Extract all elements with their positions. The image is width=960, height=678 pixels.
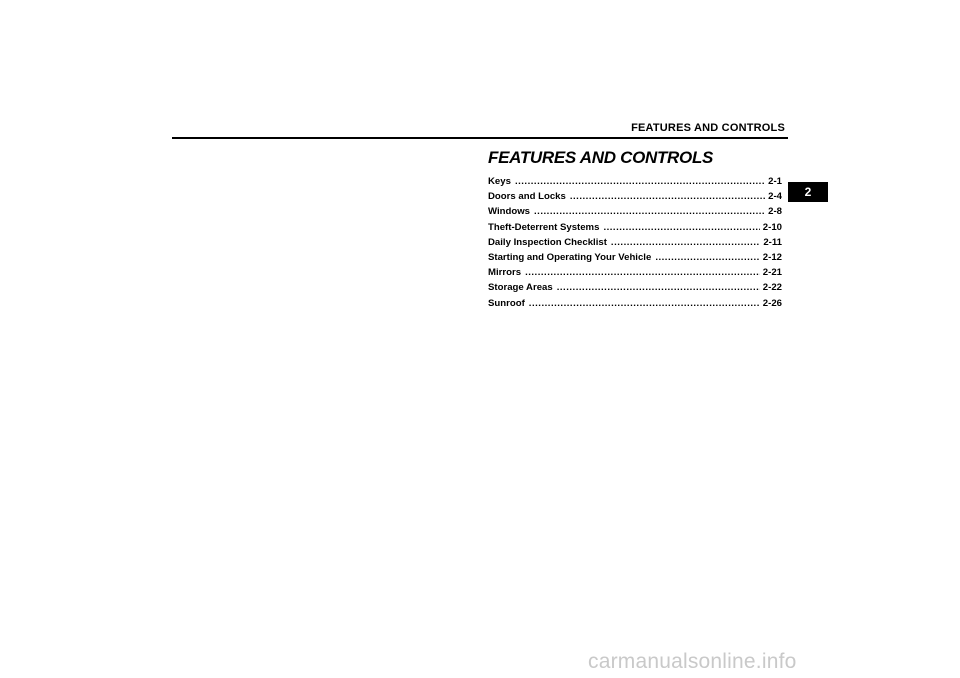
toc-dot-leader <box>529 298 760 309</box>
toc-entry-starting-and-operating[interactable] <box>488 252 782 267</box>
toc-entry-page: 2-10 <box>762 221 782 233</box>
toc-entry-label: Theft-Deterrent Systems <box>488 221 600 233</box>
toc-entry-label: Mirrors <box>488 267 522 279</box>
toc-entry-sunroof[interactable] <box>488 298 782 313</box>
toc-entry-page: 2-1 <box>768 176 782 187</box>
toc-dot-leader <box>611 237 760 248</box>
toc-entry-theft-deterrent-systems[interactable] <box>488 222 782 237</box>
toc-dot-leader <box>570 191 765 202</box>
toc-dot-leader <box>515 176 765 187</box>
toc-entry-page: 2-4 <box>768 191 782 203</box>
section-title: FEATURES AND CONTROLS <box>488 148 714 167</box>
chapter-tab[interactable]: 2 <box>788 182 828 202</box>
toc-entry-storage-areas[interactable] <box>488 282 782 297</box>
toc-entry-label: Sunroof <box>488 297 525 309</box>
toc-entry-mirrors[interactable] <box>488 267 782 282</box>
toc-entry-page: 2-21 <box>762 267 782 279</box>
toc-entry-page: 2-11 <box>763 236 782 248</box>
toc-dot-leader <box>557 282 760 293</box>
toc-entry-daily-inspection-checklist[interactable] <box>488 237 782 252</box>
toc-entry-label: Starting and Operating Your Vehicle <box>488 251 652 263</box>
watermark: carmanualsonline.info <box>588 650 797 673</box>
header-rule <box>172 137 788 139</box>
toc-entry-label: Keys <box>488 176 511 187</box>
running-header: FEATURES AND CONTROLS <box>631 122 785 134</box>
toc-entry-page: 2-8 <box>768 206 782 218</box>
toc-entry-doors-and-locks[interactable] <box>488 191 782 206</box>
toc-entry-keys[interactable] <box>488 176 782 191</box>
toc-dot-leader <box>603 222 759 233</box>
toc-entry-label: Storage Areas <box>488 282 553 294</box>
toc-entry-page: 2-12 <box>762 251 782 263</box>
toc-entry-windows[interactable] <box>488 206 782 221</box>
toc-dot-leader <box>655 252 759 263</box>
toc-entry-label: Doors and Locks <box>488 191 566 203</box>
toc-entry-page: 2-22 <box>762 282 782 294</box>
toc-dot-leader <box>525 267 760 278</box>
toc-entry-label: Daily Inspection Checklist <box>488 236 607 248</box>
toc-dot-leader <box>534 206 765 217</box>
toc-entry-label: Windows <box>488 206 531 218</box>
toc-entry-page: 2-26 <box>762 297 782 309</box>
table-of-contents <box>488 176 782 313</box>
